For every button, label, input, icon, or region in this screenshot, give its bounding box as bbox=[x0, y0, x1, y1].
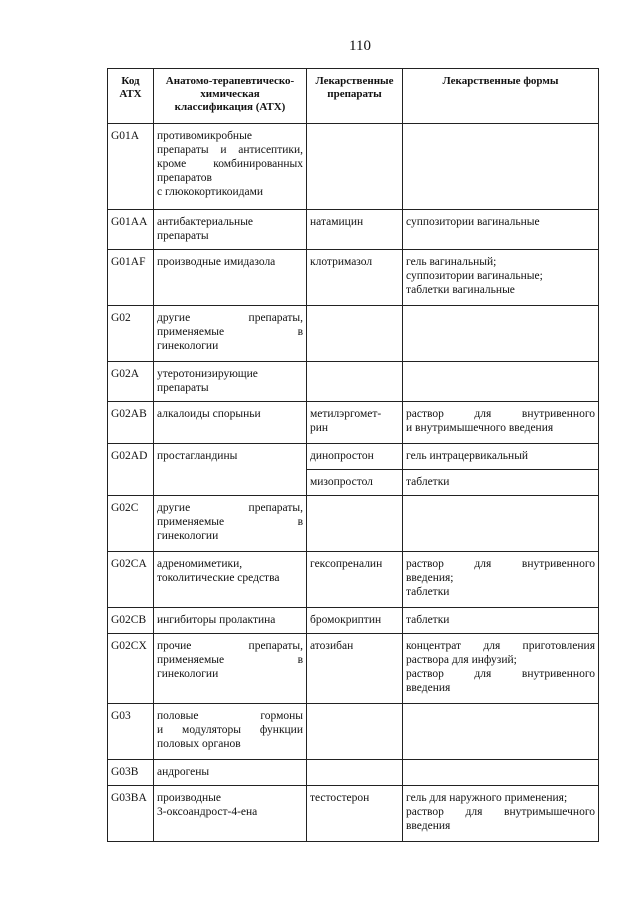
drug-name: клотримазол bbox=[310, 256, 373, 268]
dosage-form: таблетки вагинальные bbox=[406, 284, 515, 296]
table-row bbox=[108, 306, 599, 362]
drug-cell bbox=[307, 552, 403, 608]
header-classification-line: Анатомо-терапевтическо- bbox=[165, 75, 295, 87]
form-cell bbox=[403, 760, 599, 786]
header-drugs bbox=[307, 69, 403, 124]
drug-cell bbox=[307, 760, 403, 786]
table-row bbox=[108, 760, 599, 786]
classification-line: препаратов bbox=[157, 172, 212, 184]
header-drugs-line: Лекарственные bbox=[315, 75, 394, 87]
dosage-form: раствор для внутривенного bbox=[406, 408, 595, 420]
classification-line: прочие препараты, bbox=[157, 640, 303, 652]
classification-line: другие препараты, bbox=[157, 502, 303, 514]
atx-code-cell: G03 bbox=[108, 704, 154, 760]
classification-cell bbox=[154, 124, 307, 210]
table-row bbox=[108, 250, 599, 306]
classification-line: применяемые в bbox=[157, 326, 303, 338]
classification-cell bbox=[154, 704, 307, 760]
dosage-form: таблетки bbox=[406, 586, 450, 598]
header-classification-line: классификация (АТХ) bbox=[174, 101, 286, 113]
atx-code-cell: G02AB bbox=[108, 402, 154, 444]
form-cell bbox=[403, 634, 599, 704]
drug-cell bbox=[307, 704, 403, 760]
dosage-form: таблетки bbox=[406, 476, 450, 488]
atx-code-cell: G01AA bbox=[108, 210, 154, 250]
atx-code-cell: G02AD bbox=[108, 444, 154, 496]
form-cell bbox=[403, 124, 599, 210]
atx-code-cell: G01AF bbox=[108, 250, 154, 306]
drug-cell bbox=[307, 250, 403, 306]
header-classification-line: химическая bbox=[200, 88, 260, 100]
drug-cell bbox=[307, 210, 403, 250]
atx-table bbox=[107, 68, 599, 842]
classification-cell bbox=[154, 786, 307, 842]
drug-name: мизопростол bbox=[310, 476, 373, 488]
classification-line: алкалоиды спорыньи bbox=[157, 408, 261, 420]
drug-cell bbox=[307, 402, 403, 444]
dosage-form: гель вагинальный; bbox=[406, 256, 497, 268]
drug-name: тестостерон bbox=[310, 792, 370, 804]
classification-line: половые гормоны bbox=[157, 710, 303, 722]
form-cell bbox=[403, 210, 599, 250]
header-drugs-line: препараты bbox=[327, 88, 382, 100]
table-row bbox=[108, 210, 599, 250]
form-cell bbox=[403, 608, 599, 634]
classification-line: кроме комбинированных bbox=[157, 158, 303, 170]
drug-cell bbox=[307, 470, 403, 496]
classification-cell bbox=[154, 634, 307, 704]
classification-line: препараты bbox=[157, 230, 209, 242]
classification-cell bbox=[154, 402, 307, 444]
drug-cell bbox=[307, 496, 403, 552]
classification-line: утеротонизирующие bbox=[157, 368, 258, 380]
classification-line: препараты bbox=[157, 382, 209, 394]
dosage-form: суппозитории вагинальные bbox=[406, 216, 540, 228]
classification-line: другие препараты, bbox=[157, 312, 303, 324]
atx-code-cell: G02 bbox=[108, 306, 154, 362]
drug-name: атозибан bbox=[310, 640, 354, 652]
classification-cell bbox=[154, 444, 307, 496]
drug-name: метилэргомет- bbox=[310, 408, 382, 420]
dosage-form: раствора для инфузий; bbox=[406, 654, 517, 666]
dosage-form: суппозитории вагинальные; bbox=[406, 270, 543, 282]
drug-name: бромокриптин bbox=[310, 614, 382, 626]
header-classification bbox=[154, 69, 307, 124]
classification-line: гинекологии bbox=[157, 668, 219, 680]
classification-line: производные bbox=[157, 792, 221, 804]
table-row bbox=[108, 608, 599, 634]
classification-line: ингибиторы пролактина bbox=[157, 614, 276, 626]
dosage-form: раствор для внутривенного bbox=[406, 668, 595, 680]
dosage-form: введения; bbox=[406, 572, 454, 584]
drug-name: динопростон bbox=[310, 450, 374, 462]
drug-cell bbox=[307, 306, 403, 362]
atx-code-cell: G03BA bbox=[108, 786, 154, 842]
form-cell bbox=[403, 362, 599, 402]
classification-line: применяемые в bbox=[157, 654, 303, 666]
drug-name: рин bbox=[310, 422, 329, 434]
table-row bbox=[108, 552, 599, 608]
drug-cell bbox=[307, 786, 403, 842]
drug-name: натамицин bbox=[310, 216, 364, 228]
table-row bbox=[108, 786, 599, 842]
classification-line: гинекологии bbox=[157, 340, 219, 352]
classification-line: применяемые в bbox=[157, 516, 303, 528]
table-row bbox=[108, 496, 599, 552]
form-cell bbox=[403, 552, 599, 608]
classification-cell bbox=[154, 210, 307, 250]
drug-cell bbox=[307, 608, 403, 634]
form-cell bbox=[403, 444, 599, 470]
header-code-line: Код bbox=[121, 75, 140, 87]
classification-cell bbox=[154, 760, 307, 786]
dosage-form: раствор для внутривенного bbox=[406, 558, 595, 570]
header-forms-line: Лекарственные формы bbox=[442, 75, 559, 87]
classification-cell bbox=[154, 496, 307, 552]
form-cell bbox=[403, 306, 599, 362]
form-cell bbox=[403, 496, 599, 552]
drug-name: гексопреналин bbox=[310, 558, 383, 570]
drug-cell bbox=[307, 444, 403, 470]
classification-cell bbox=[154, 250, 307, 306]
table-header-row bbox=[108, 69, 599, 124]
dosage-form: концентрат для приготовления bbox=[406, 640, 595, 652]
form-cell bbox=[403, 250, 599, 306]
dosage-form: таблетки bbox=[406, 614, 450, 626]
atx-code-cell: G02CA bbox=[108, 552, 154, 608]
classification-line: половых органов bbox=[157, 738, 241, 750]
classification-line: препараты и антисептики, bbox=[157, 144, 303, 156]
form-cell bbox=[403, 402, 599, 444]
classification-line: противомикробные bbox=[157, 130, 252, 142]
classification-line: с глюкокортикоидами bbox=[157, 186, 264, 198]
atx-code-cell: G02CX bbox=[108, 634, 154, 704]
form-cell bbox=[403, 786, 599, 842]
page-number: 110 bbox=[349, 38, 371, 54]
dosage-form: введения bbox=[406, 820, 451, 832]
atx-code-cell: G01A bbox=[108, 124, 154, 210]
atx-code-cell: G03B bbox=[108, 760, 154, 786]
classification-cell bbox=[154, 608, 307, 634]
classification-line: антибактериальные bbox=[157, 216, 254, 228]
atx-code-cell: G02CB bbox=[108, 608, 154, 634]
table-row bbox=[108, 402, 599, 444]
classification-cell bbox=[154, 362, 307, 402]
form-cell bbox=[403, 470, 599, 496]
classification-line: 3-оксоандрост-4-ена bbox=[157, 806, 258, 818]
classification-line: токолитические средства bbox=[157, 572, 280, 584]
classification-line: андрогены bbox=[157, 766, 210, 778]
drug-cell bbox=[307, 634, 403, 704]
classification-line: и модуляторы функции bbox=[157, 724, 303, 736]
header-code-line: АТХ bbox=[119, 88, 142, 100]
dosage-form: раствор для внутримышечного bbox=[406, 806, 595, 818]
classification-cell bbox=[154, 552, 307, 608]
table-row bbox=[108, 362, 599, 402]
table-row bbox=[108, 634, 599, 704]
dosage-form: гель для наружного применения; bbox=[406, 792, 568, 804]
classification-line: простагландины bbox=[157, 450, 238, 462]
form-cell bbox=[403, 704, 599, 760]
classification-cell bbox=[154, 306, 307, 362]
drug-cell bbox=[307, 362, 403, 402]
classification-line: производные имидазола bbox=[157, 256, 276, 268]
dosage-form: введения bbox=[406, 682, 451, 694]
header-forms bbox=[403, 69, 599, 124]
atx-code-cell: G02A bbox=[108, 362, 154, 402]
table-row bbox=[108, 704, 599, 760]
dosage-form: и внутримышечного введения bbox=[406, 422, 554, 434]
dosage-form: гель интрацервикальный bbox=[406, 450, 529, 462]
classification-line: гинекологии bbox=[157, 530, 219, 542]
atx-code-cell: G02C bbox=[108, 496, 154, 552]
drug-cell bbox=[307, 124, 403, 210]
classification-line: адреномиметики, bbox=[157, 558, 243, 570]
table-row bbox=[108, 444, 599, 470]
table-row bbox=[108, 124, 599, 210]
header-code bbox=[108, 69, 154, 124]
